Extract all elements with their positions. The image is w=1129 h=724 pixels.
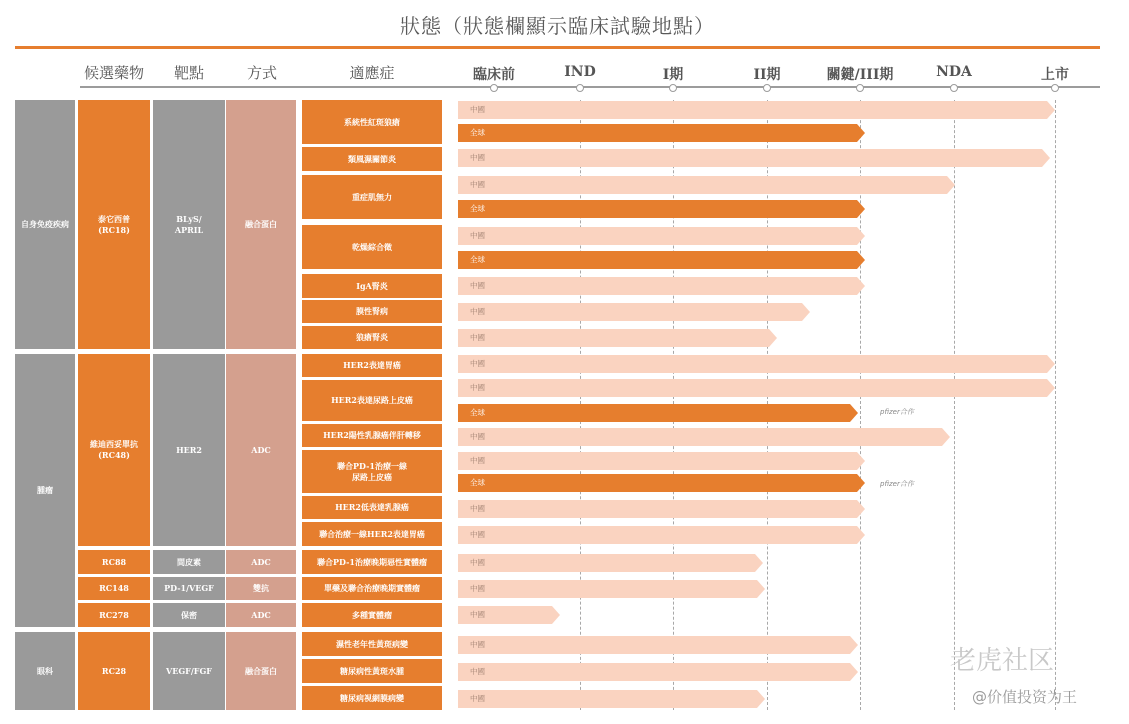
watermark-handle: @价值投资为王 bbox=[972, 688, 1078, 706]
header-indication: 適應症 bbox=[349, 64, 395, 82]
target-cell: 保密 bbox=[153, 603, 225, 627]
progress-bar-shape bbox=[458, 554, 763, 572]
phase-tick bbox=[763, 84, 771, 92]
indication-cell: 重症肌無力 bbox=[302, 175, 442, 219]
indication-cell: 聯合PD-1治療一線 尿路上皮癌 bbox=[302, 450, 442, 493]
progress-bar bbox=[458, 428, 950, 446]
progress-bar-shape bbox=[458, 690, 765, 708]
progress-bar bbox=[458, 636, 858, 654]
region-label: 中國 bbox=[470, 180, 485, 189]
indication-cell: 系統性紅斑狼瘡 bbox=[302, 100, 442, 144]
region-label: 全球 bbox=[470, 255, 485, 264]
progress-bar bbox=[458, 580, 765, 598]
header-target: 靶點 bbox=[173, 64, 204, 82]
progress-bar bbox=[458, 404, 858, 422]
category-block: 腫瘤 bbox=[15, 354, 75, 627]
progress-bar bbox=[458, 251, 865, 269]
modality-cell: ADC bbox=[226, 603, 296, 627]
progress-bar-shape bbox=[458, 176, 955, 194]
target-cell: VEGF/FGF bbox=[153, 632, 225, 710]
progress-bar-shape bbox=[458, 101, 1055, 119]
phase-tick bbox=[856, 84, 864, 92]
progress-bar bbox=[458, 227, 865, 245]
region-label: 中國 bbox=[470, 383, 485, 392]
indication-cell: 乾燥綜合徵 bbox=[302, 225, 442, 269]
page-title: 狀態（狀態欄顯示臨床試驗地點） bbox=[400, 14, 715, 38]
phase-label: 關鍵/III期 bbox=[826, 67, 894, 83]
progress-bar-shape bbox=[458, 251, 865, 269]
target-cell: PD-1/VEGF bbox=[153, 577, 225, 600]
indication-cell: 聯合治療一線HER2表達胃癌 bbox=[302, 522, 442, 546]
modality-cell: 雙抗 bbox=[226, 577, 296, 600]
region-label: 中國 bbox=[470, 504, 485, 513]
progress-bar-shape bbox=[458, 636, 858, 654]
phase-tick bbox=[576, 84, 584, 92]
progress-bar bbox=[458, 379, 1055, 397]
progress-bar bbox=[458, 176, 955, 194]
progress-bar bbox=[458, 200, 865, 218]
progress-bar-shape bbox=[458, 428, 950, 446]
progress-bar bbox=[458, 124, 865, 142]
candidate-cell: RC88 bbox=[78, 550, 150, 574]
progress-bar-shape bbox=[458, 580, 765, 598]
indication-cell: 單藥及聯合治療晚期實體瘤 bbox=[302, 577, 442, 600]
modality-cell: ADC bbox=[226, 550, 296, 574]
region-label: 全球 bbox=[470, 478, 485, 487]
progress-bar-shape bbox=[458, 452, 865, 470]
indication-cell: 類風濕關節炎 bbox=[302, 147, 442, 171]
phase-tick bbox=[669, 84, 677, 92]
progress-bar bbox=[458, 277, 865, 295]
progress-bar-shape bbox=[458, 379, 1055, 397]
modality-cell: 融合蛋白 bbox=[226, 100, 296, 349]
indication-cell: 糖尿病視網膜病變 bbox=[302, 686, 442, 710]
target-cell: HER2 bbox=[153, 354, 225, 546]
progress-bar bbox=[458, 606, 560, 624]
indication-cell: 糖尿病性黃斑水腫 bbox=[302, 659, 442, 683]
progress-bar bbox=[458, 303, 810, 321]
category-block: 自身免疫疾病 bbox=[15, 100, 75, 349]
progress-bar-shape bbox=[458, 526, 865, 544]
progress-bar bbox=[458, 526, 865, 544]
candidate-cell: 泰它西普 (RC18) bbox=[78, 100, 150, 349]
indication-cell: HER2表達尿路上皮癌 bbox=[302, 380, 442, 421]
region-label: 中國 bbox=[470, 231, 485, 240]
region-label: 中國 bbox=[470, 694, 485, 703]
indication-cell: 狼瘡腎炎 bbox=[302, 326, 442, 349]
phase-label: I期 bbox=[662, 67, 684, 83]
phase-label: 上市 bbox=[1041, 67, 1069, 83]
region-label: 全球 bbox=[470, 204, 485, 213]
indication-cell: IgA腎炎 bbox=[302, 274, 442, 298]
progress-bar bbox=[458, 329, 777, 347]
progress-bar-shape bbox=[458, 124, 865, 142]
progress-bar bbox=[458, 690, 765, 708]
modality-cell: 融合蛋白 bbox=[226, 632, 296, 710]
partner-note: pfizer合作 bbox=[880, 408, 914, 416]
candidate-cell: RC278 bbox=[78, 603, 150, 627]
progress-bar-shape bbox=[458, 355, 1055, 373]
target-cell: BLyS/ APRIL bbox=[153, 100, 225, 349]
region-label: 中國 bbox=[470, 558, 485, 567]
phase-gridline bbox=[1055, 100, 1056, 710]
indication-cell: HER2表達胃癌 bbox=[302, 354, 442, 377]
title-underline bbox=[15, 46, 1100, 49]
progress-bar bbox=[458, 355, 1055, 373]
phase-label: NDA bbox=[936, 64, 972, 80]
region-label: 中國 bbox=[470, 667, 485, 676]
progress-bar-shape bbox=[458, 149, 1050, 167]
candidate-cell: RC148 bbox=[78, 577, 150, 600]
region-label: 中國 bbox=[470, 105, 485, 114]
indication-cell: 膜性腎病 bbox=[302, 300, 442, 323]
progress-bar-shape bbox=[458, 303, 810, 321]
region-label: 中國 bbox=[470, 281, 485, 290]
indication-cell: HER2陽性乳腺癌伴肝轉移 bbox=[302, 424, 442, 447]
phase-tick bbox=[950, 84, 958, 92]
region-label: 中國 bbox=[470, 333, 485, 342]
phase-tick bbox=[1051, 84, 1059, 92]
region-label: 全球 bbox=[470, 128, 485, 137]
indication-cell: 聯合PD-1治療晚期惡性實體瘤 bbox=[302, 550, 442, 574]
progress-bar bbox=[458, 474, 865, 492]
candidate-cell: 維迪西妥單抗 (RC48) bbox=[78, 354, 150, 546]
region-label: 中國 bbox=[470, 307, 485, 316]
header-modality: 方式 bbox=[246, 64, 277, 82]
region-label: 全球 bbox=[470, 408, 485, 417]
region-label: 中國 bbox=[470, 610, 485, 619]
progress-bar bbox=[458, 554, 763, 572]
region-label: 中國 bbox=[470, 640, 485, 649]
header-candidate: 候選藥物 bbox=[83, 64, 144, 82]
progress-bar-shape bbox=[458, 474, 865, 492]
phase-label: 臨床前 bbox=[473, 67, 515, 83]
progress-bar-shape bbox=[458, 404, 858, 422]
progress-bar-shape bbox=[458, 500, 865, 518]
progress-bar bbox=[458, 663, 858, 681]
phase-label: II期 bbox=[753, 67, 781, 83]
candidate-cell: RC28 bbox=[78, 632, 150, 710]
modality-cell: ADC bbox=[226, 354, 296, 546]
progress-bar bbox=[458, 149, 1050, 167]
region-label: 中國 bbox=[470, 432, 485, 441]
region-label: 中國 bbox=[470, 530, 485, 539]
progress-bar bbox=[458, 101, 1055, 119]
region-label: 中國 bbox=[470, 359, 485, 368]
target-cell: 間皮素 bbox=[153, 550, 225, 574]
partner-note: pfizer合作 bbox=[880, 480, 914, 488]
category-block: 眼科 bbox=[15, 632, 75, 710]
progress-bar-shape bbox=[458, 227, 865, 245]
progress-bar-shape bbox=[458, 200, 865, 218]
header-rule bbox=[80, 86, 1100, 88]
region-label: 中國 bbox=[470, 153, 485, 162]
indication-cell: 濕性老年性黃斑病變 bbox=[302, 632, 442, 656]
progress-bar-shape bbox=[458, 663, 858, 681]
progress-bar bbox=[458, 452, 865, 470]
region-label: 中國 bbox=[470, 456, 485, 465]
region-label: 中國 bbox=[470, 584, 485, 593]
progress-bar-shape bbox=[458, 329, 777, 347]
phase-label: IND bbox=[564, 64, 596, 80]
watermark-brand: 老虎社区 bbox=[950, 646, 1055, 676]
indication-cell: 多種實體瘤 bbox=[302, 603, 442, 627]
progress-bar-shape bbox=[458, 277, 865, 295]
progress-bar bbox=[458, 500, 865, 518]
indication-cell: HER2低表達乳腺癌 bbox=[302, 496, 442, 519]
phase-tick bbox=[490, 84, 498, 92]
